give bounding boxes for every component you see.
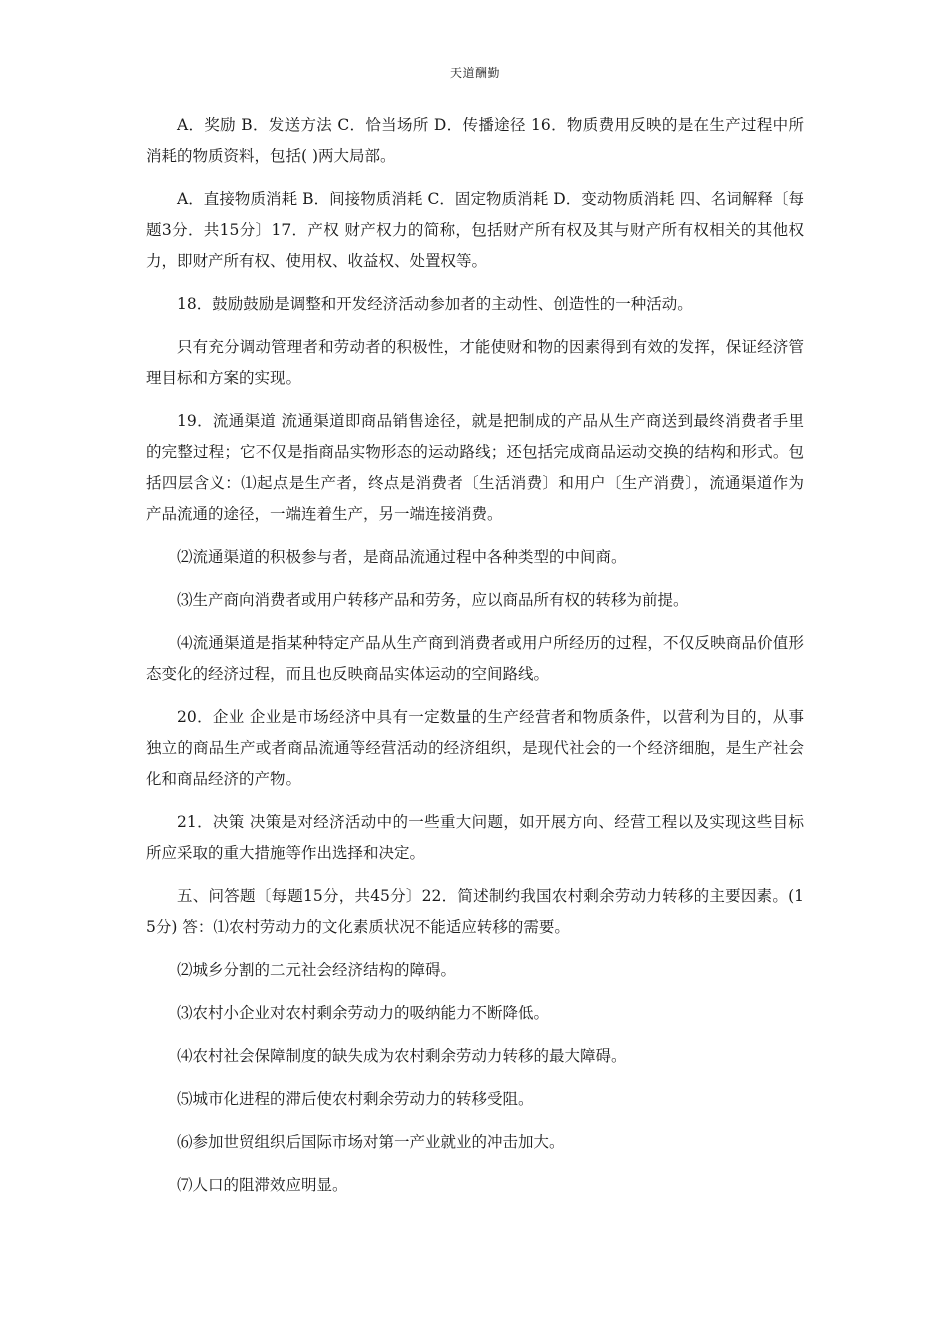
paragraph-7: ⑶生产商向消费者或用户转移产品和劳务，应以商品所有权的转移为前提。 [177,591,689,609]
paragraph-14: ⑷农村社会保障制度的缺失成为农村剩余劳动力转移的最大障碍。 [177,1047,627,1065]
paragraph-2: A．直接物质消耗 B．间接物质消耗 C．固定物质消耗 D．变动物质消耗 四、名词解释〔每题3分．共15分〕17．产权 财产权力的简称，包括财产所有权及其与财产所有权相关的其他权力，即财产所有权、使用权、收益权、处置权等。 [146,190,804,270]
paragraph-9: 20．企业 企业是市场经济中具有一定数量的生产经营者和物质条件，以营利为目的，从事独立的商品生产或者商品流通等经营活动的经济组织，是现代社会的一个经济细胞，是生产社会化和商品经济的产物。 [146,708,804,788]
paragraph-8: ⑷流通渠道是指某种特定产品从生产商到消费者或用户所经历的过程，不仅反映商品价值形态变化的经济过程，而且也反映商品实体运动的空间路线。 [146,634,804,683]
page-header: 天道酬勤 [449,66,500,80]
paragraph-13: ⑶农村小企业对农村剩余劳动力的吸纳能力不断降低。 [177,1004,550,1022]
paragraph-16: ⑹参加世贸组织后国际市场对第一产业就业的冲击加大。 [177,1133,565,1151]
document-body [146,110,804,1213]
paragraph-5: 19．流通渠道 流通渠道即商品销售途径，就是把制成的产品从生产商送到最终消费者手里的完整过程；它不仅是指商品实物形态的运动路线；还包括完成商品运动交换的结构和形式。包括四层含义：⑴起点是生产者，终点是消费者〔生活消费〕和用户〔生产消费〕，流通渠道作为产品流通的途径，一端连着生产，另一端连接消费。 [146,412,804,523]
paragraph-11: 五、问答题〔每题15分，共45分〕22．简述制约我国农村剩余劳动力转移的主要因素。(15分) 答：⑴农村劳动力的文化素质状况不能适应转移的需要。 [146,887,804,936]
paragraph-15: ⑸城市化进程的滞后使农村剩余劳动力的转移受阻。 [177,1090,534,1108]
paragraph-12: ⑵城乡分割的二元社会经济结构的障碍。 [177,961,457,979]
paragraph-4: 只有充分调动管理者和劳动者的积极性，才能使财和物的因素得到有效的发挥，保证经济管理目标和方案的实现。 [146,338,804,387]
paragraph-1: A．奖励 B．发送方法 C．恰当场所 D．传播途径 16．物质费用反映的是在生产过程中所消耗的物质资料，包括( )两大局部。 [146,116,804,165]
paragraph-10: 21．决策 决策是对经济活动中的一些重大问题，如开展方向、经营工程以及实现这些目标所应采取的重大措施等作出选择和决定。 [146,813,804,862]
paragraph-3: 18．鼓励鼓励是调整和开发经济活动参加者的主动性、创造性的一种活动。 [177,295,693,313]
paragraph-6: ⑵流通渠道的积极参与者，是商品流通过程中各种类型的中间商。 [177,548,627,566]
paragraph-17: ⑺人口的阻滞效应明显。 [177,1176,348,1194]
